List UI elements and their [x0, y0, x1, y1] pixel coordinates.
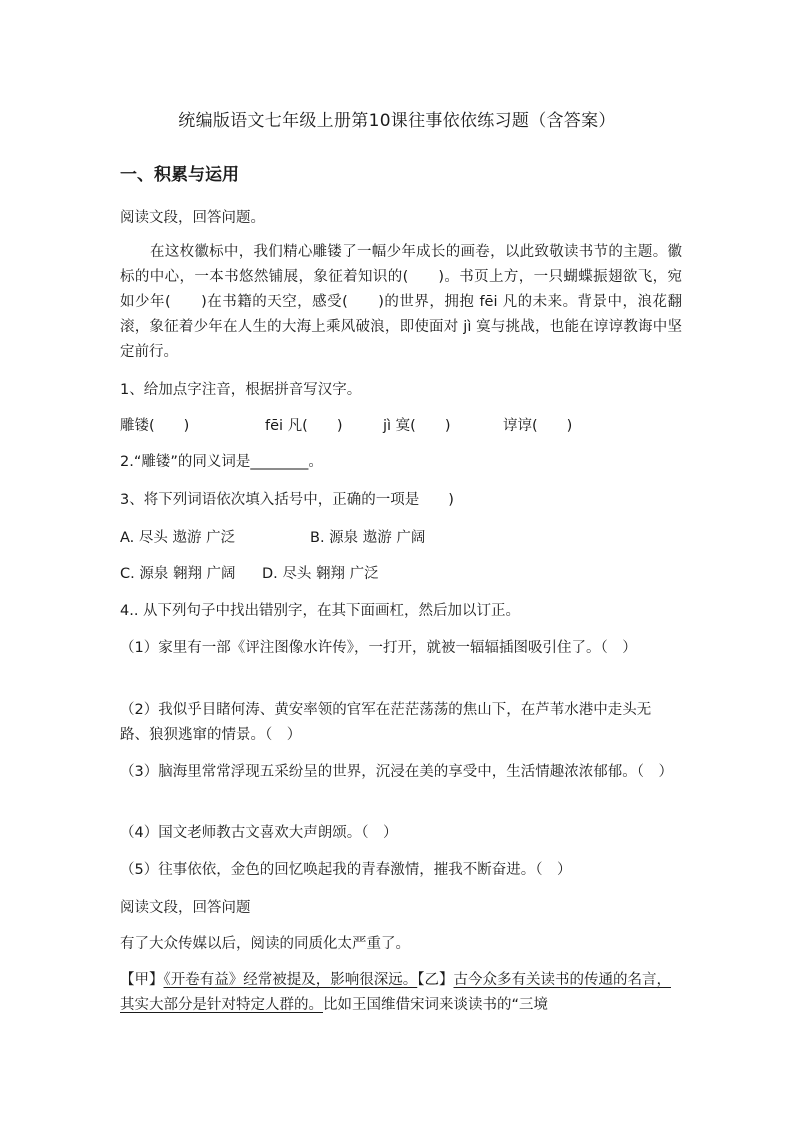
- q3-option-c: C. 源泉 翱翔 广阔: [120, 566, 236, 582]
- q1-item-jimo: jì 寞( ): [383, 418, 451, 434]
- q4-item-2: （2）我似乎目睹何涛、黄安率领的官军在茫茫荡荡的焦山下，在芦苇水港中走头无路、狼狈逃窜的情景。（ ）: [120, 702, 652, 743]
- q3-options-row-2: [120, 564, 680, 584]
- q4-item-5: （5）往事依依，金色的回忆唤起我的青春激情，摧我不断奋进。（ ）: [120, 862, 572, 878]
- document-title: 统编版语文七年级上册第10课往事依依练习题（含答案）: [178, 111, 616, 131]
- question-4: 4.. 从下列句子中找出错别字，在其下面画杠，然后加以订正。: [120, 603, 521, 619]
- q1-item-zhunzhun: 谆谆( ): [503, 418, 573, 434]
- reading-intro: 阅读文段，回答问题。: [120, 210, 265, 226]
- sentence-yi-underlined: 古今众多有关读书的传通的名言，其实大部分是针对特定人群的。: [120, 972, 671, 1013]
- sentence-jia-underlined: 《开卷有益》经常被提及，影响很深远。: [163, 972, 418, 988]
- passage-2-paragraph: [120, 968, 680, 1018]
- passage-2-tail: 比如王国维借宋词来谈读书的“三境: [323, 997, 549, 1013]
- question-2: 2.“雕镂”的同义词是________。: [120, 454, 323, 470]
- question-1-items: [120, 416, 680, 436]
- passage-paragraph: 在这枚徽标中，我们精心雕镂了一幅少年成长的画卷，以此致敬读书节的主题。徽标的中心，一本书悠然铺展，象征着知识的( )。书页上方，一只蝴蝶振翅欲飞，宛如少年( )在书籍的天空，感受( )的世界，拥抱 fēi 凡的未来。背景中，浪花翻滚，象征着少年在人生的大海上乘风破浪，即使面对 jì 寞与挑战，也能在谆谆教诲中坚定前行。: [120, 244, 682, 360]
- q3-options-row-1: [120, 528, 680, 548]
- q1-item-feifan: fēi 凡( ): [265, 418, 343, 434]
- question-1: 1、给加点字注音，根据拼音写汉字。: [120, 382, 362, 398]
- q3-option-a: A. 尽头 遨游 广泛: [120, 530, 236, 546]
- q3-option-d: D. 尽头 翱翔 广泛: [262, 566, 379, 582]
- label-yi: 【乙】: [417, 972, 454, 988]
- q4-item-3: （3）脑海里常常浮现五采纷呈的世界，沉浸在美的享受中，生活情趣浓浓郁郁。（ ）: [120, 764, 673, 780]
- question-3: 3、将下列词语依次填入括号中，正确的一项是 ): [120, 492, 454, 508]
- reading-intro-2: 阅读文段，回答问题: [120, 900, 251, 916]
- label-jia: 【甲】: [120, 972, 164, 988]
- q4-item-1: （1）家里有一部《评注图像水许传》，一打开，就被一辐辐插图吸引住了。（ ）: [120, 640, 637, 656]
- section-heading: 一、积累与运用: [120, 165, 239, 185]
- passage-2-line-1: 有了大众传媒以后，阅读的同质化太严重了。: [120, 936, 410, 952]
- q3-option-b: B. 源泉 遨游 广阔: [310, 530, 426, 546]
- q4-item-4: （4）国文老师教古文喜欢大声朗颂。（ ）: [120, 825, 398, 841]
- q1-item-diaolou: 雕镂( ): [120, 418, 190, 434]
